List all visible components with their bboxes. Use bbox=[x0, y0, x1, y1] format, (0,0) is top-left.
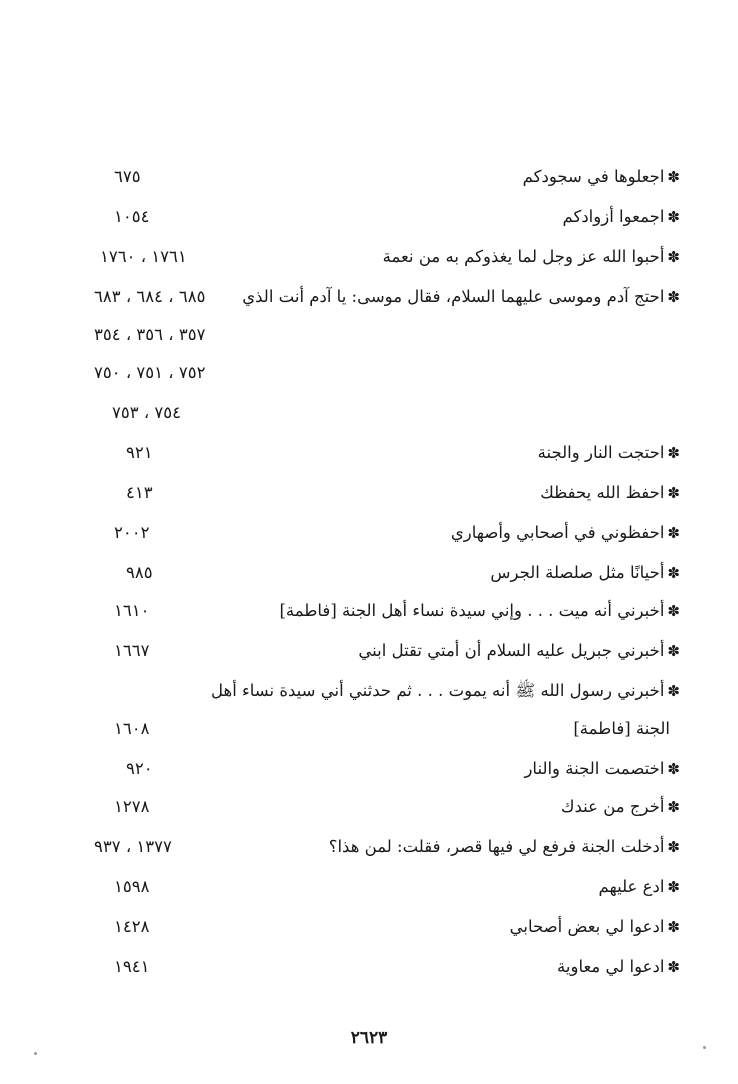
entry-text: ✽أحيانًا مثل صلصلة الجرس bbox=[490, 563, 680, 582]
entry-text: ✽أخبرني رسول الله ﷺ أنه يموت . . . ثم حدثني أني سيدة نساء أهل bbox=[211, 681, 680, 700]
entry-text: ✽احتجت النار والجنة bbox=[537, 443, 680, 462]
asterisk-icon: ✽ bbox=[667, 918, 680, 936]
entry-text: ✽اجعلوها في سجودكم bbox=[522, 167, 680, 186]
index-entry bbox=[100, 240, 680, 274]
index-entry-continuation bbox=[94, 318, 680, 352]
index-entry bbox=[100, 950, 680, 984]
asterisk-icon: ✽ bbox=[667, 602, 680, 620]
index-entry bbox=[100, 476, 680, 510]
index-entry bbox=[100, 790, 680, 824]
entry-reference: ١٦٠٨ bbox=[114, 719, 150, 738]
index-entry bbox=[100, 674, 680, 708]
entry-reference: ٢٠٠٢ bbox=[114, 523, 150, 542]
entry-reference: ٧٥٤ ، ٧٥٣ bbox=[112, 403, 182, 422]
entry-reference: ١٠٥٤ bbox=[114, 207, 150, 226]
asterisk-icon: ✽ bbox=[667, 444, 680, 462]
asterisk-icon: ✽ bbox=[667, 958, 680, 976]
index-entry bbox=[100, 516, 680, 550]
entry-text: ✽ادع عليهم bbox=[598, 877, 680, 896]
asterisk-icon: ✽ bbox=[667, 484, 680, 502]
scan-speck bbox=[703, 1046, 706, 1049]
asterisk-icon: ✽ bbox=[667, 248, 680, 266]
entry-text: ✽أخبرني جبريل عليه السلام أن أمتي تقتل ابني bbox=[358, 641, 680, 660]
entry-reference: ٣٥٧ ، ٣٥٦ ، ٣٥٤ bbox=[94, 325, 206, 344]
asterisk-icon: ✽ bbox=[667, 524, 680, 542]
asterisk-icon: ✽ bbox=[667, 682, 680, 700]
index-entry bbox=[100, 556, 680, 590]
entry-reference: ٦٨٥ ، ٦٨٤ ، ٦٨٣ bbox=[94, 287, 206, 306]
entry-reference: ١٦٦٧ bbox=[114, 641, 150, 660]
entry-reference: ١٦١٠ bbox=[114, 601, 150, 620]
entry-reference: ٩٨٥ bbox=[126, 563, 153, 582]
index-entry bbox=[100, 870, 680, 904]
asterisk-icon: ✽ bbox=[667, 760, 680, 778]
entry-reference: ١٩٤١ bbox=[114, 957, 150, 976]
entry-text: الجنة [فاطمة] bbox=[573, 719, 670, 738]
entry-reference: ٦٧٥ bbox=[114, 167, 141, 186]
entry-text: ✽احفظوني في أصحابي وأصهاري bbox=[450, 523, 680, 542]
entry-reference: ٩٢١ bbox=[126, 443, 153, 462]
asterisk-icon: ✽ bbox=[667, 642, 680, 660]
index-entry bbox=[100, 752, 680, 786]
entry-text: ✽احفظ الله يحفظك bbox=[540, 483, 680, 502]
index-entry-continuation bbox=[100, 712, 680, 746]
scan-speck bbox=[34, 1052, 37, 1055]
asterisk-icon: ✽ bbox=[667, 208, 680, 226]
index-entry bbox=[94, 830, 680, 864]
asterisk-icon: ✽ bbox=[667, 168, 680, 186]
entry-reference: ١٥٩٨ bbox=[114, 877, 150, 896]
entry-reference: ١٣٧٧ ، ٩٣٧ bbox=[94, 837, 172, 856]
index-entry bbox=[100, 436, 680, 470]
index-entry-continuation bbox=[100, 396, 680, 430]
entry-text: ✽ادعوا لي معاوية bbox=[557, 957, 680, 976]
index-entry bbox=[100, 634, 680, 668]
index-entry bbox=[100, 594, 680, 628]
entry-text: ✽أحبوا الله عز وجل لما يغذوكم به من نعمة bbox=[382, 247, 680, 266]
asterisk-icon: ✽ bbox=[667, 798, 680, 816]
index-entry bbox=[100, 200, 680, 234]
entry-text: ✽أدخلت الجنة فرفع لي فيها قصر، فقلت: لمن هذا؟ bbox=[328, 837, 680, 856]
index-entry bbox=[94, 280, 680, 314]
asterisk-icon: ✽ bbox=[667, 838, 680, 856]
entry-text: ✽اجمعوا أزوادكم bbox=[562, 207, 680, 226]
entry-text: ✽ادعوا لي بعض أصحابي bbox=[509, 917, 680, 936]
entry-text: ✽أخرج من عندك bbox=[560, 797, 680, 816]
entry-reference: ١٧٦١ ، ١٧٦٠ bbox=[100, 247, 187, 266]
index-entry-continuation bbox=[94, 356, 680, 390]
index-entry bbox=[100, 910, 680, 944]
asterisk-icon: ✽ bbox=[667, 564, 680, 582]
asterisk-icon: ✽ bbox=[667, 288, 680, 306]
entry-text: ✽اختصمت الجنة والنار bbox=[524, 759, 680, 778]
entry-reference: ١٤٢٨ bbox=[114, 917, 150, 936]
entry-reference: ٤١٣ bbox=[126, 483, 153, 502]
entry-reference: ١٢٧٨ bbox=[114, 797, 150, 816]
index-entry bbox=[100, 160, 680, 194]
entry-text: ✽احتج آدم وموسى عليهما السلام، فقال موسى: يا آدم أنت الذي bbox=[242, 287, 680, 306]
entry-text: ✽أخبرني أنه ميت . . . وإني سيدة نساء أهل الجنة [فاطمة] bbox=[279, 601, 680, 620]
page-number: ٢٦٢٣ bbox=[350, 1028, 388, 1048]
entry-reference: ٧٥٢ ، ٧٥١ ، ٧٥٠ bbox=[94, 363, 206, 382]
asterisk-icon: ✽ bbox=[667, 878, 680, 896]
entry-reference: ٩٢٠ bbox=[126, 759, 153, 778]
